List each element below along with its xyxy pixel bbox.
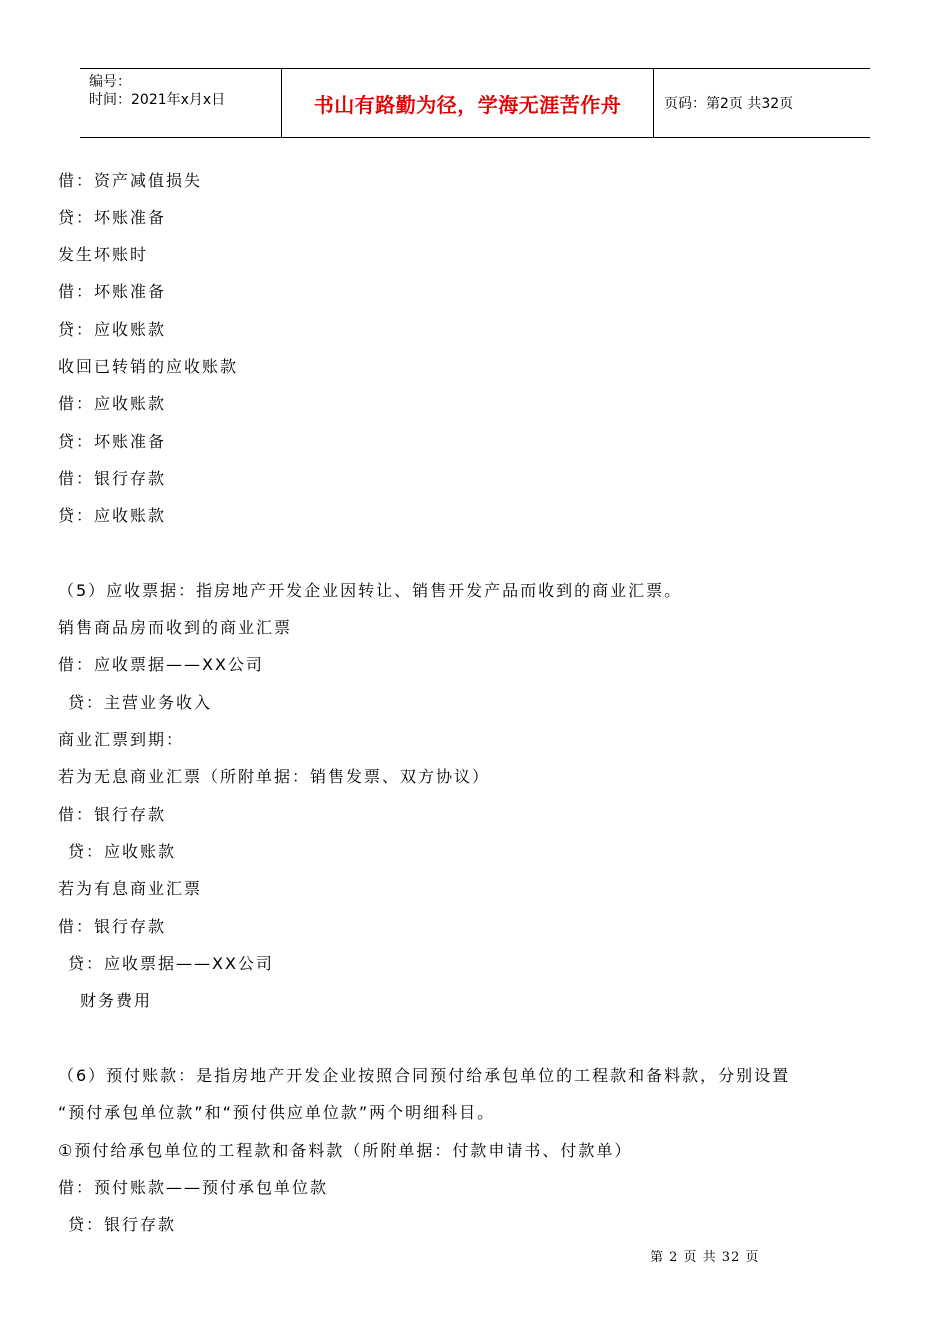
text-line: 贷：应收票据——XX公司 [68, 954, 274, 973]
text-line: 借：预付账款——预付承包单位款 [58, 1178, 329, 1197]
text-line: 贷：坏账准备 [58, 432, 167, 451]
text-line: 贷：应收账款 [58, 320, 167, 339]
text-line: 借：应收票据——XX公司 [58, 655, 264, 674]
text-line: 销售商品房而收到的商业汇票 [58, 618, 293, 637]
text-line: 借：应收账款 [58, 394, 167, 413]
text-line: 贷：主营业务收入 [68, 693, 213, 712]
text-line: “预付承包单位款”和“预付供应单位款”两个明细科目。 [58, 1103, 496, 1122]
text-line: 借：银行存款 [58, 917, 167, 936]
text-line: 若为无息商业汇票（所附单据：销售发票、双方协议） [58, 767, 491, 786]
text-line: ①预付给承包单位的工程款和备料款（所附单据：付款申请书、付款单） [58, 1141, 633, 1160]
text-line: 贷：银行存款 [68, 1215, 177, 1234]
text-line: 贷：应收账款 [68, 842, 177, 861]
page-info: 页码：第2页 共32页 [664, 96, 794, 112]
motto-text: 书山有路勤为径，学海无涯苦作舟 [313, 92, 622, 117]
header-info-cell [80, 69, 282, 137]
header-page-cell [654, 69, 870, 137]
serial-label: 编号： [89, 74, 131, 90]
section-heading: （5）应收票据：指房地产开发企业因转让、销售开发产品而收到的商业汇票。 [58, 581, 683, 600]
text-line: 贷：应收账款 [58, 506, 167, 525]
text-line: 收回已转销的应收账款 [58, 357, 239, 376]
text-line: 贷：坏账准备 [58, 208, 167, 227]
text-line: 借：资产减值损失 [58, 171, 203, 190]
page-footer: 第 2 页 共 32 页 [650, 1250, 760, 1265]
text-line: 财务费用 [80, 991, 153, 1010]
header-motto-cell [282, 69, 654, 137]
text-line: 借：银行存款 [58, 469, 167, 488]
text-line: 借：银行存款 [58, 805, 167, 824]
text-line: 若为有息商业汇票 [58, 879, 203, 898]
text-line: 发生坏账时 [58, 245, 149, 264]
text-line: 借：坏账准备 [58, 282, 167, 301]
text-line: 商业汇票到期： [58, 730, 185, 749]
date-label: 时间：2021年x月x日 [89, 92, 226, 108]
section-heading: （6）预付账款：是指房地产开发企业按照合同预付给承包单位的工程款和备料款，分别设置 [58, 1066, 791, 1085]
page-header [80, 68, 870, 138]
